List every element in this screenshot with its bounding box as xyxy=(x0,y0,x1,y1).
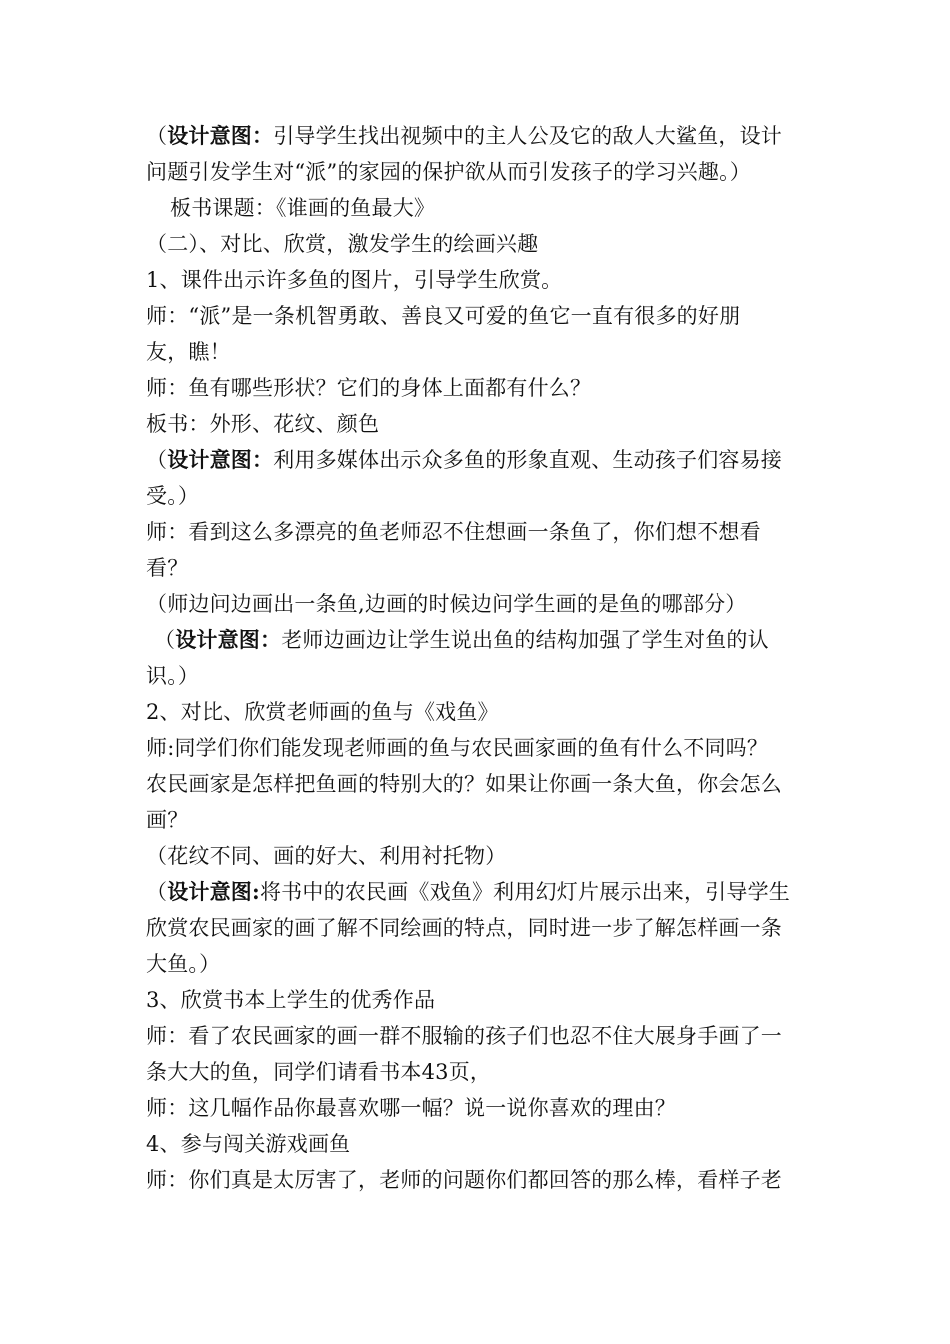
text-content: 利用多媒体出示众多鱼的形象直观、生动孩子们容易接 xyxy=(273,448,783,472)
design-intent-label: 设计意图： xyxy=(175,627,282,652)
text-line xyxy=(146,1126,814,1162)
text-line xyxy=(146,946,814,982)
text-line xyxy=(146,730,814,766)
text-content: 板书课题：《谁画的鱼最大》 xyxy=(170,196,436,220)
board-title-line xyxy=(146,190,814,226)
text-line xyxy=(146,334,814,370)
text-line xyxy=(146,262,814,298)
text-line xyxy=(146,550,814,586)
text-line xyxy=(146,766,814,802)
text-line xyxy=(146,622,814,658)
text-content: 画？ xyxy=(146,808,189,832)
text-content: 3、欣赏书本上学生的优秀作品 xyxy=(146,988,436,1012)
text-content: 问题引发学生对“派”的家园的保护欲从而引发孩子的学习兴趣。） xyxy=(146,160,751,184)
text-content: 受。） xyxy=(146,484,200,508)
text-content: （师边问边画出一条鱼,边画的时候边问学生画的是鱼的哪部分） xyxy=(146,592,747,616)
text-line xyxy=(146,370,814,406)
text-content: 看？ xyxy=(146,556,189,580)
text-content: 欣赏农民画家的画了解不同绘画的特点，同时进一步了解怎样画一条 xyxy=(146,916,782,940)
text-content: 师:同学们你们能发现老师画的鱼与农民画家画的鱼有什么不同吗？ xyxy=(146,736,769,760)
text-prefix: （ xyxy=(146,880,168,904)
text-line xyxy=(146,658,814,694)
text-content: 板书：外形、花纹、颜色 xyxy=(146,412,380,436)
text-line xyxy=(146,118,814,154)
text-content: 大鱼。） xyxy=(146,952,221,976)
section-heading xyxy=(146,226,814,262)
text-content: 师：这几幅作品你最喜欢哪一幅？说一说你喜欢的理由？ xyxy=(146,1096,676,1120)
design-intent-label: 设计意图： xyxy=(167,123,274,148)
text-line xyxy=(146,982,814,1018)
text-content: 4、参与闯关游戏画鱼 xyxy=(146,1132,351,1156)
text-content: 老师边画边让学生说出鱼的结构加强了学生对鱼的认 xyxy=(281,628,769,652)
text-prefix: （ xyxy=(154,628,176,652)
text-line xyxy=(146,1090,814,1126)
text-content: 2、对比、欣赏老师画的鱼与《戏鱼》 xyxy=(146,700,499,724)
text-content: （二）、对比、欣赏，激发学生的绘画兴趣 xyxy=(146,232,539,256)
text-line xyxy=(146,298,814,334)
text-line xyxy=(146,802,814,838)
text-line xyxy=(146,442,814,478)
text-line xyxy=(146,694,814,730)
text-content: （花纹不同、画的好大、利用衬托物） xyxy=(146,844,507,868)
text-line xyxy=(146,1162,814,1198)
text-content: 师：看到这么多漂亮的鱼老师忍不住想画一条鱼了，你们想不想看 xyxy=(146,520,761,544)
text-content: 师：“派”是一条机智勇敢、善良又可爱的鱼它一直有很多的好朋 xyxy=(146,304,741,328)
text-line xyxy=(146,874,814,910)
text-content: 1、课件出示许多鱼的图片，引导学生欣赏。 xyxy=(146,268,563,292)
text-content: 将书中的农民画《戏鱼》利用幻灯片展示出来，引导学生 xyxy=(259,880,790,904)
text-line xyxy=(146,154,814,190)
text-prefix: （ xyxy=(146,448,168,472)
text-prefix: （ xyxy=(146,124,168,148)
design-intent-label: 设计意图： xyxy=(167,447,274,472)
text-line xyxy=(146,838,814,874)
text-content: 农民画家是怎样把鱼画的特别大的？如果让你画一条大鱼，你会怎么 xyxy=(146,772,782,796)
text-content: 引导学生找出视频中的主人公及它的敌人大鲨鱼，设计 xyxy=(273,124,783,148)
text-line xyxy=(146,478,814,514)
text-content: 条大大的鱼，同学们请看书本43页， xyxy=(146,1060,492,1084)
text-content: 识。） xyxy=(146,664,200,688)
text-line xyxy=(146,514,814,550)
text-line xyxy=(146,910,814,946)
text-line xyxy=(146,1054,814,1090)
text-content: 师：鱼有哪些形状？它们的身体上面都有什么？ xyxy=(146,376,592,400)
text-content: 师：你们真是太厉害了，老师的问题你们都回答的那么棒，看样子老 xyxy=(146,1168,782,1192)
text-line xyxy=(146,406,814,442)
design-intent-label: 设计意图: xyxy=(167,879,260,904)
document-body xyxy=(146,118,814,1198)
text-content: 友，瞧！ xyxy=(146,340,231,364)
text-line xyxy=(146,1018,814,1054)
text-line xyxy=(146,586,814,622)
text-content: 师：看了农民画家的画一群不服输的孩子们也忍不住大展身手画了一 xyxy=(146,1024,782,1048)
